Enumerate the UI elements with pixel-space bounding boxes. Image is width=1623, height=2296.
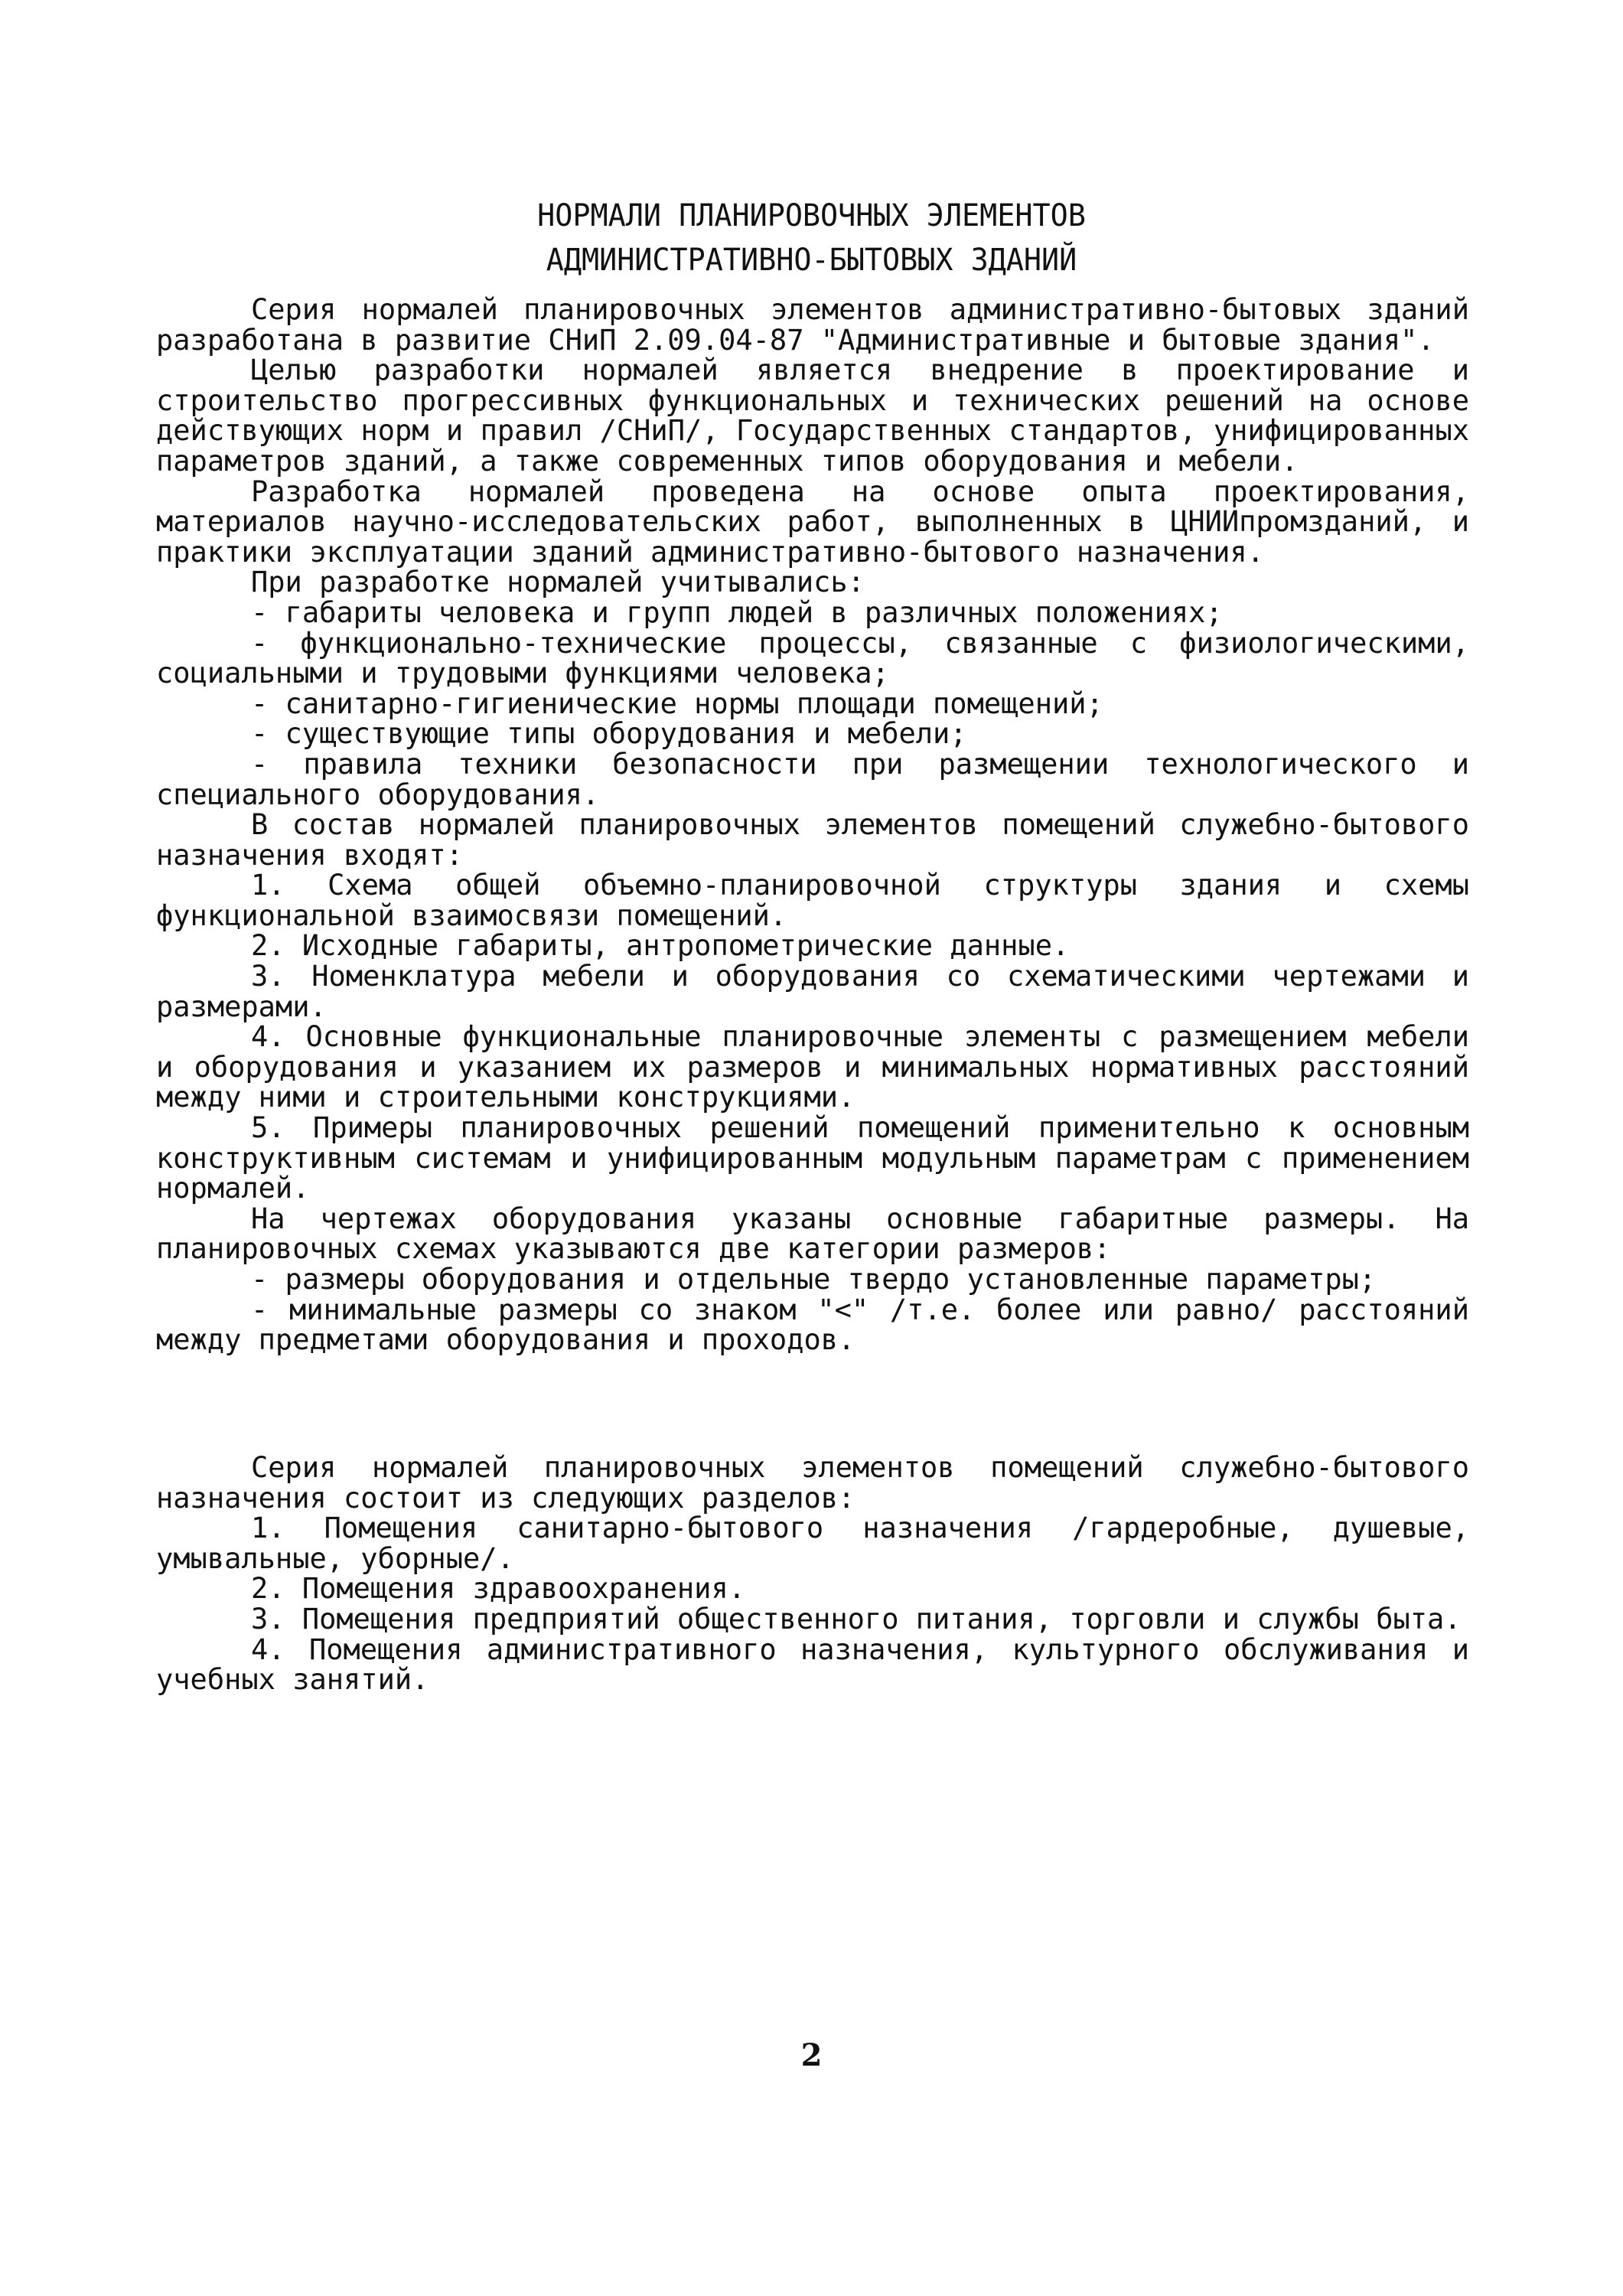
sections-text: [156, 1453, 1469, 1695]
list-item: - функционально-технические процессы, связанные с физиологическими, социальными и трудовыми функциями человека;: [156, 626, 1469, 690]
paragraph: В состав нормалей планировочных элементов помещений служебно-бытового назначения входят:: [156, 808, 1469, 872]
list-item: - габариты человека и групп людей в различных положениях;: [251, 595, 1223, 629]
section-item: 1. Помещения санитарно-бытового назначения /гардеробные, душевые, умывальные, уборные/.: [156, 1512, 1469, 1575]
paragraph: При разработке нормалей учитывались:: [251, 566, 865, 599]
paragraph: Целью разработки нормалей является внедрение в проектирование и строительство прогрессивных функциональных и технических решений на основе действующих норм и правил /СНиП/, Государственных стандартов, унифицированных параметров зданий, а также современных типов оборудования и мебели.: [156, 354, 1469, 478]
list-item: - размеры оборудования и отдельные твердо установленные параметры;: [251, 1263, 1377, 1296]
section-item: 3. Помещения предприятий общественного питания, торговли и службы быта.: [251, 1602, 1462, 1636]
document-title-line-1: НОРМАЛИ ПЛАНИРОВОЧНЫХ ЭЛЕМЕНТОВ: [537, 198, 1086, 233]
document-title-line-2: АДМИНИСТРАТИВНО-БЫТОВЫХ ЗДАНИЙ: [546, 243, 1077, 278]
body-text: [156, 295, 1469, 1355]
list-item: - существующие типы оборудования и мебели;: [251, 717, 967, 751]
list-item: - санитарно-гигиенические нормы площади помещений;: [251, 687, 1103, 720]
list-item: - правила техники безопасности при размещении технологического и специального оборудования.: [156, 747, 1469, 811]
paragraph: На чертежах оборудования указаны основные габаритные размеры. На планировочных схемах указываются две категории размеров:: [156, 1202, 1469, 1266]
list-item: 1. Схема общей объемно-планировочной структуры здания и схемы функциональной взаимосвязи помещений.: [156, 869, 1469, 932]
list-item: 2. Исходные габариты, антропометрические данные.: [251, 929, 1070, 963]
paragraph: Разработка нормалей проведена на основе опыта проектирования, материалов научно-исследовательских работ, выполненных в ЦНИИпромзданий, и практики эксплуатации зданий административно-бытового назначения.: [156, 475, 1469, 569]
page-number: 2: [800, 2037, 823, 2073]
list-item: 5. Примеры планировочных решений помещений применительно к основным конструктивным системам и унифицированным модульным параметрам с применением нормалей.: [156, 1111, 1469, 1205]
list-item: 4. Основные функциональные планировочные элементы с размещением мебели и оборудования и указанием их размеров и минимальных нормативных расстояний между ними и строительными конструкциями.: [156, 1020, 1469, 1114]
section-item: 4. Помещения административного назначения, культурного обслуживания и учебных занятий.: [156, 1632, 1469, 1697]
section-item: 2. Помещения здравоохранения.: [251, 1572, 746, 1606]
list-item: 3. Номенклатура мебели и оборудования со схематическими чертежами и размерами.: [156, 960, 1469, 1023]
paragraph: Серия нормалей планировочных элементов административно-бытовых зданий разработана в развитие СНиП 2.09.04-87 "Административные и бытовые здания".: [156, 293, 1469, 357]
paragraph: Серия нормалей планировочных элементов помещений служебно-бытового назначения состоит из следующих разделов:: [156, 1451, 1469, 1515]
list-item: - минимальные размеры со знаком "<" /т.е. более или равно/ расстояний между предметами оборудования и проходов.: [156, 1293, 1469, 1357]
